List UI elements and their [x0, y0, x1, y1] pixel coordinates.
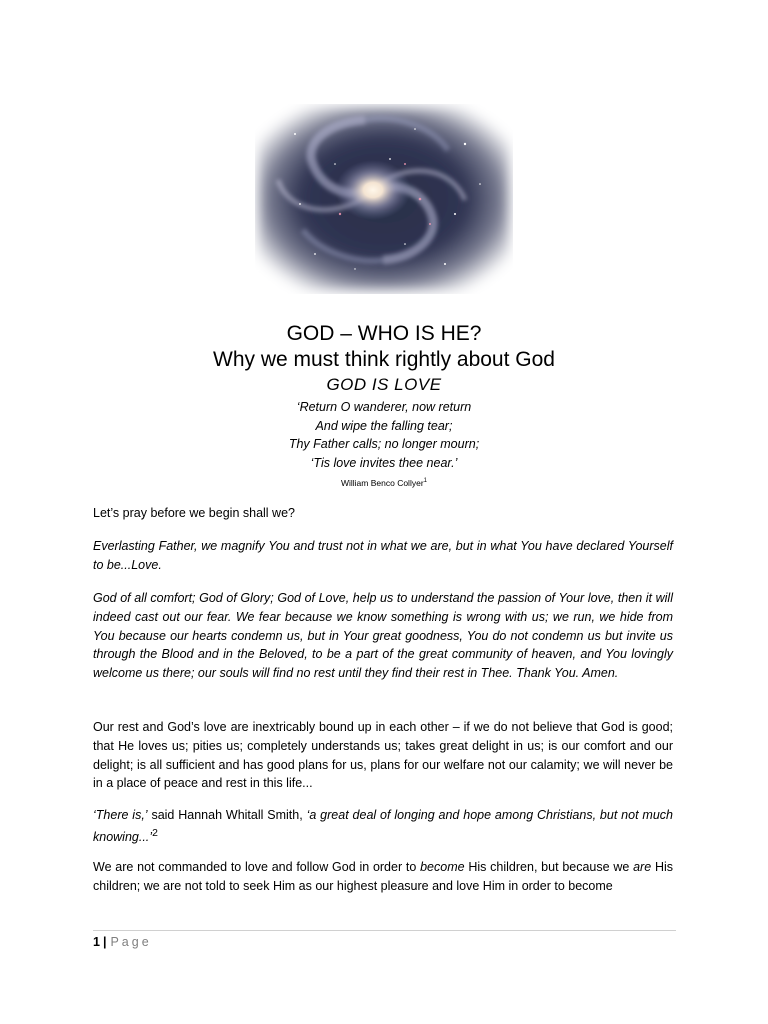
- page-label: Page: [110, 935, 152, 949]
- quote-text: ‘a great deal of longing and hope among Christians, but not much knowing...’: [93, 808, 673, 844]
- commanded-paragraph: [93, 858, 673, 896]
- footnote-ref-1[interactable]: 1: [423, 478, 427, 484]
- footer-divider: [93, 930, 676, 931]
- hymn-attribution: [0, 475, 768, 489]
- footer-separator: |: [102, 935, 107, 949]
- page-number: 1: [93, 935, 100, 949]
- hymn-quote: [0, 398, 768, 472]
- quote-paragraph: [93, 806, 673, 847]
- document-subtitle: Why we must think rightly about God: [213, 348, 555, 371]
- quote-open: ‘There is,’: [93, 808, 148, 822]
- page-footer: [93, 933, 152, 951]
- emphasis-are: are: [633, 860, 652, 874]
- rest-paragraph: Our rest and God’s love are inextricably bound up in each other – if we do not believe that God is good; that He loves us; pities us; completely understands us; takes great delight in us; is our comfort and our delight; is all sufficient and has good plans for us, plans for our welfare not our calamity; we will never be in a place of peace and rest in this life...: [93, 720, 673, 791]
- hymn-line: ‘Tis love invites thee near.’: [310, 455, 458, 470]
- hymn-line: Thy Father calls; no longer mourn;: [288, 437, 480, 451]
- emphasis-become: become: [420, 860, 465, 874]
- hymn-line: And wipe the falling tear;: [315, 418, 453, 433]
- prayer-paragraph-2: God of all comfort; God of Glory; God of Love, help us to understand the passion of Your love, then it will indeed cast out our fear. We fear because we know something is wrong with us; we run, we hide from You because our hearts condemn us, but in Your great goodness, You do not condemn us but invite us through the Blood and in the Beloved, to be a part of the great community of heaven, and You lovingly welcome us there; our souls will find no rest until they find their rest in Thee. Thank You. Amen.: [93, 591, 673, 681]
- commanded-text-3: His children; we are not told to seek Him as our highest pleasure and love Him in order to become: [93, 860, 673, 893]
- hymn-line: ‘Return O wanderer, now return: [296, 400, 472, 414]
- document-theme-heading: GOD IS LOVE: [326, 375, 442, 394]
- prayer-paragraph-1: Everlasting Father, we magnify You and trust not in what we are, but in what You have declared Yourself to be...Love.: [93, 539, 673, 572]
- prayer-intro: Let’s pray before we begin shall we?: [93, 506, 295, 520]
- footnote-ref-2[interactable]: 2: [152, 827, 158, 839]
- spiral-galaxy-image: [255, 104, 513, 294]
- document-title: GOD – WHO IS HE?: [286, 322, 482, 345]
- commanded-text-1: We are not commanded to love and follow God in order to: [93, 860, 421, 874]
- hymn-author: William Benco Collyer: [340, 477, 424, 488]
- commanded-text-2: His children, but because we: [464, 860, 634, 874]
- quote-speaker: said Hannah Whitall Smith,: [147, 808, 307, 822]
